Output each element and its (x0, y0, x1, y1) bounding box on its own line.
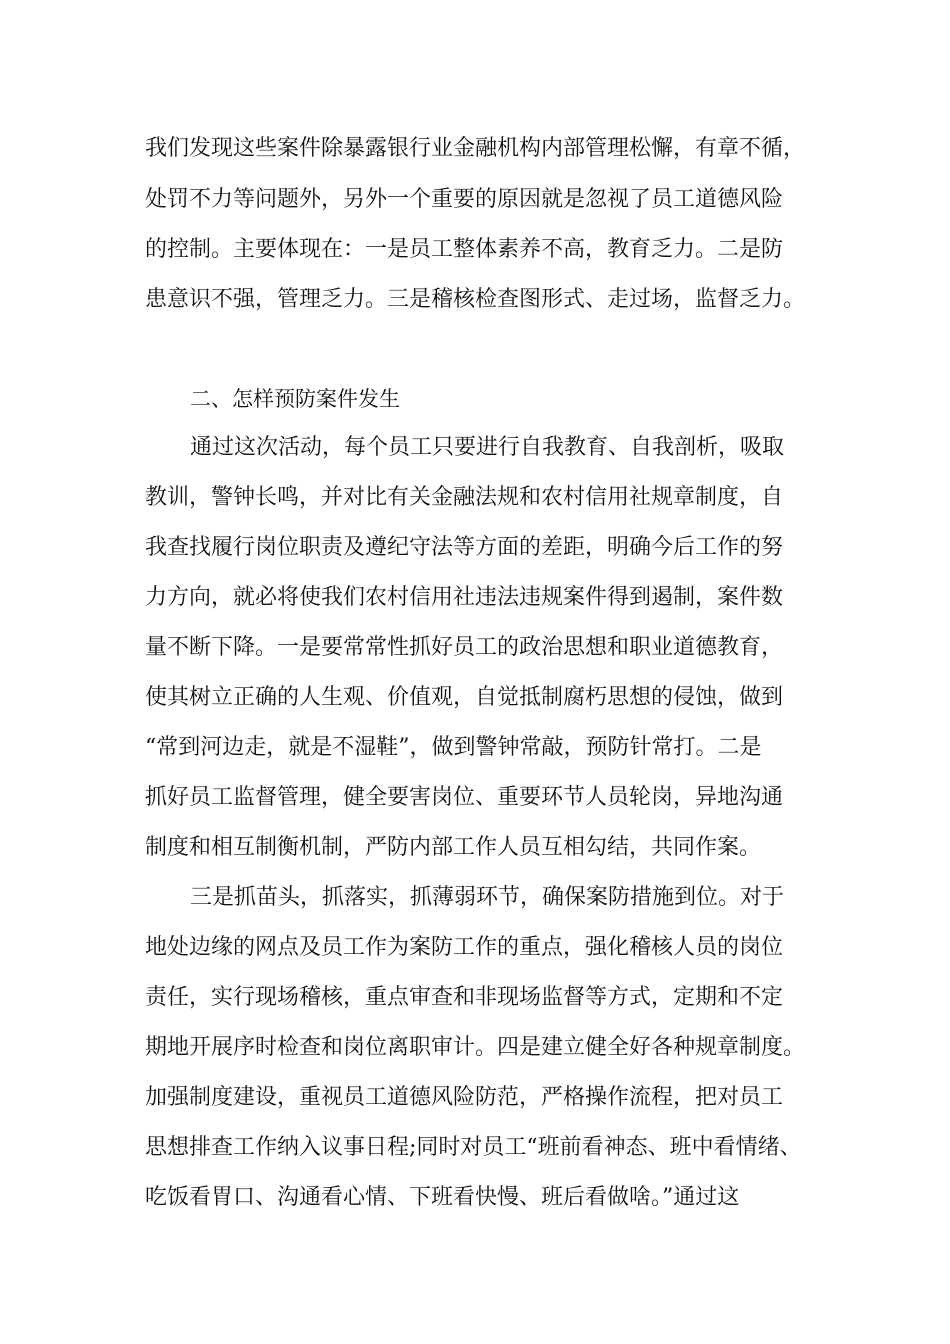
text-line: 三是抓苗头，抓落实，抓薄弱环节，确保案防措施到位。对于 (190, 885, 785, 910)
text-line: 地处边缘的网点及员工作为案防工作的重点，强化稽核人员的岗位 (145, 935, 784, 960)
text-line: 责任，实行现场稽核，重点审查和非现场监督等方式，定期和不定 (145, 985, 784, 1010)
text-line: 处罚不力等问题外，另外一个重要的原因就是忽视了员工道德风险 (145, 187, 784, 212)
text-line: 我查找履行岗位职责及遵纪守法等方面的差距，明确今后工作的努 (145, 535, 784, 560)
section-heading: 二、怎样预防案件发生 (190, 387, 400, 411)
text-line: 我们发现这些案件除暴露银行业金融机构内部管理松懈，有章不循， (145, 136, 806, 161)
text-line: 患意识不强，管理乏力。三是稽核检查图形式、走过场，监督乏力。 (145, 287, 806, 312)
text-line: 期地开展序时检查和岗位离职审计。四是建立健全好各种规章制度。 (145, 1035, 806, 1060)
text-line: 的控制。主要体现在：一是员工整体素养不高，教育乏力。二是防 (145, 237, 784, 262)
text-line: 吃饭看胃口、沟通看心情、下班看快慢、班后看做啥。”通过这 (145, 1185, 740, 1210)
text-line: 制度和相互制衡机制，严防内部工作人员互相勾结，共同作案。 (145, 835, 762, 860)
text-line: 通过这次活动，每个员工只要进行自我教育、自我剖析，吸取 (190, 435, 785, 460)
text-line: 思想排查工作纳入议事日程;同时对员工“班前看神态、班中看情绪、 (145, 1135, 802, 1160)
text-line: “常到河边走，就是不湿鞋”，做到警钟常敲，预防针常打。二是 (145, 735, 762, 760)
text-line: 使其树立正确的人生观、价值观，自觉抵制腐朽思想的侵蚀，做到 (145, 685, 784, 710)
text-line: 量不断下降。一是要常常性抓好员工的政治思想和职业道德教育， (145, 635, 784, 660)
text-line: 加强制度建设，重视员工道德风险防范，严格操作流程，把对员工 (145, 1085, 784, 1110)
text-line: 力方向，就必将使我们农村信用社违法违规案件得到遏制，案件数 (145, 585, 784, 610)
text-line: 教训，警钟长鸣，并对比有关金融法规和农村信用社规章制度，自 (145, 485, 784, 510)
text-line: 抓好员工监督管理，健全要害岗位、重要环节人员轮岗，异地沟通 (145, 785, 784, 810)
